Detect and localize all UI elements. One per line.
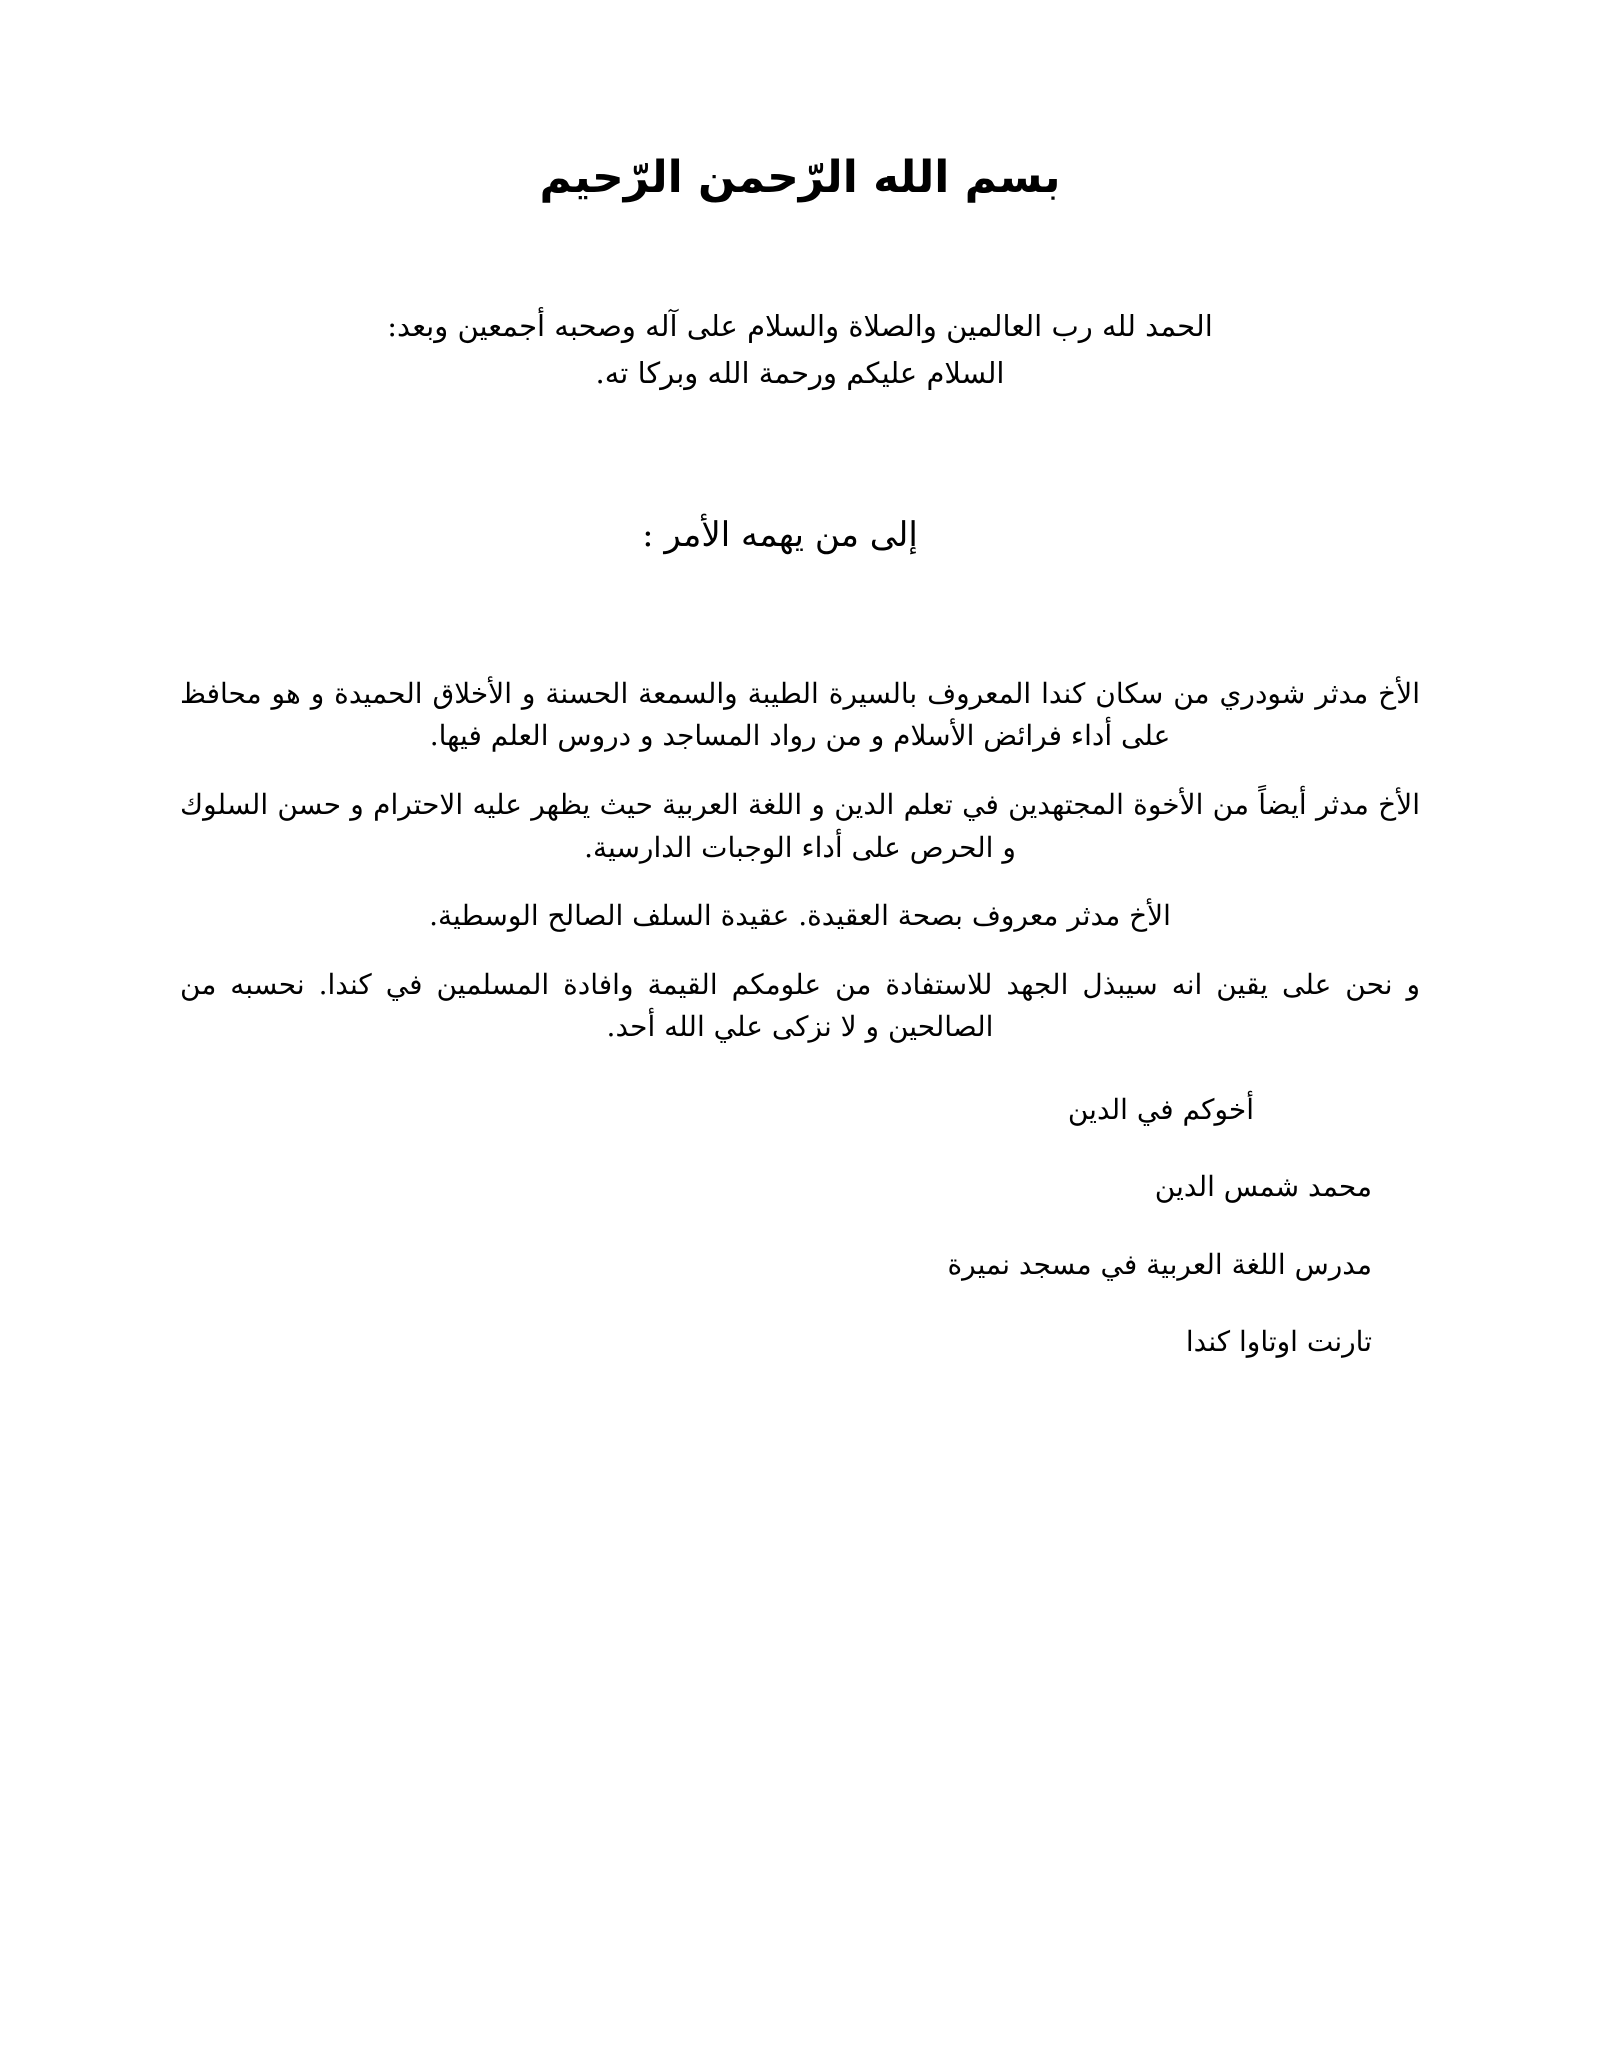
signature-name: محمد شمس الدين — [1154, 1170, 1372, 1204]
salutation-line-1: الحمد لله رب العالمين والصلاة والسلام على آله وصحبه أجمعين وبعد: — [387, 309, 1213, 343]
signature-closing: أخوكم في الدين — [1067, 1092, 1254, 1126]
signature-location: تارنت اوتاوا كندا — [1185, 1324, 1372, 1358]
body-paragraph-1: الأخ مدثر شودري من سكان كندا المعروف بالسيرة الطيبة والسمعة الحسنة و الأخلاق الحميدة و هو محافظ على أداء فرائض الأسلام و من رواد المساجد و دروس العلم فيها. — [180, 676, 1420, 753]
body-paragraphs — [170, 673, 1430, 1049]
salutation-block — [170, 303, 1430, 397]
basmala-heading: بسم الله الرّحمن الرّحيم — [539, 152, 1061, 203]
signature-title: مدرس اللغة العربية في مسجد نميرة — [947, 1247, 1372, 1281]
signature-block — [170, 1092, 1430, 1358]
salutation-line-2: السلام عليكم ورحمة الله وبركا ته. — [595, 355, 1005, 390]
document-content — [170, 150, 1430, 1356]
body-paragraph-4: و نحن على يقين انه سيبذل الجهد للاستفادة من علومكم القيمة وافادة المسلمين في كندا. نحسبه من الصالحين و لا نزكى علي الله أحد. — [180, 967, 1420, 1044]
body-paragraph-3: الأخ مدثر معروف بصحة العقيدة. عقيدة السلف الصالح الوسطية. — [429, 899, 1171, 933]
addressee-line: إلى من يهمه الأمر : — [642, 514, 918, 555]
body-paragraph-2: الأخ مدثر أيضاً من الأخوة المجتهدين في تعلم الدين و اللغة العربية حيث يظهر عليه الاحترام و حسن السلوك و الحرص على أداء الوجبات الدارسية. — [180, 788, 1420, 864]
